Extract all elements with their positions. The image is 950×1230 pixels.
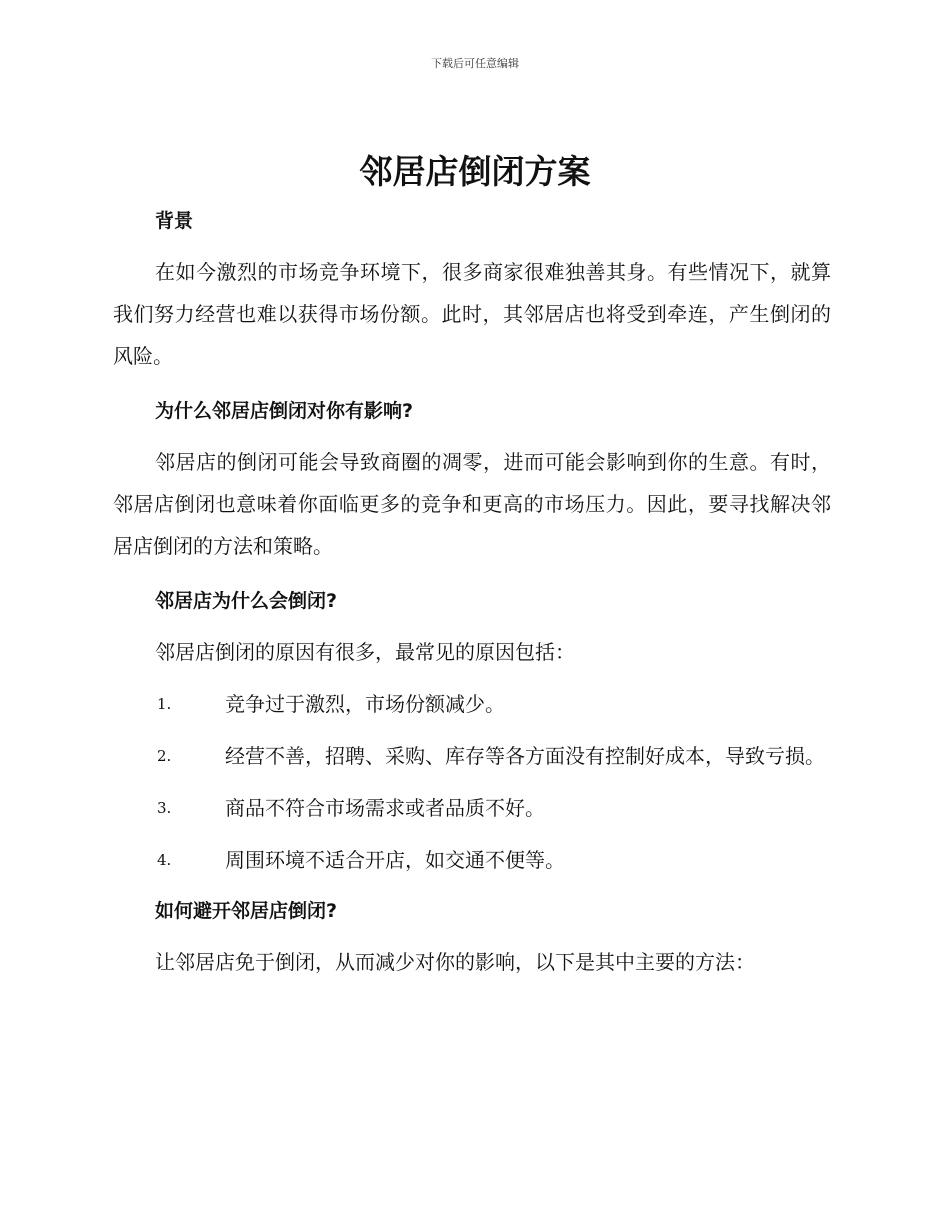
list-item [113,735,831,777]
list-item-text: 经营不善，招聘、采购、库存等各方面没有控制好成本，导致亏损。 [225,744,825,768]
document-title: 邻居店倒闭方案 [359,152,591,191]
paragraph-background: 在如今激烈的市场竞争环境下，很多商家很难独善其身。有些情况下，就算我们努力经营也难以获得市场份额。此时，其邻居店也将受到牵连，产生倒闭的风险。 [113,260,831,368]
list-item-text: 竞争过于激烈，市场份额减少。 [225,692,505,716]
list-item-text: 商品不符合市场需求或者品质不好。 [225,796,545,820]
list-number: 4. [157,851,172,869]
section-heading-background: 背景 [155,210,194,232]
header-note: 下载后可任意编辑 [431,57,519,70]
list-item [113,787,831,829]
paragraph-avoid-intro: 让邻居店免于倒闭，从而减少对你的影响，以下是其中主要的方法： [155,950,755,974]
list-item [113,683,831,725]
paragraph-impact: 邻居店的倒闭可能会导致商圈的凋零，进而可能会影响到你的生意。有时，邻居店倒闭也意味着你面临更多的竞争和更高的市场压力。因此，要寻找解决邻居店倒闭的方法和策略。 [113,450,831,558]
section-heading-reasons: 邻居店为什么会倒闭? [155,590,338,612]
list-number: 2. [157,747,172,765]
list-number: 1. [157,695,172,713]
section-heading-impact: 为什么邻居店倒闭对你有影响? [155,400,414,422]
document-body [113,201,831,983]
list-item-text: 周围环境不适合开店，如交通不便等。 [225,848,565,872]
paragraph-reasons-intro: 邻居店倒闭的原因有很多，最常见的原因包括： [155,640,575,664]
section-heading-avoid: 如何避开邻居店倒闭? [155,900,338,922]
list-item [113,839,831,881]
list-number: 3. [157,799,172,817]
